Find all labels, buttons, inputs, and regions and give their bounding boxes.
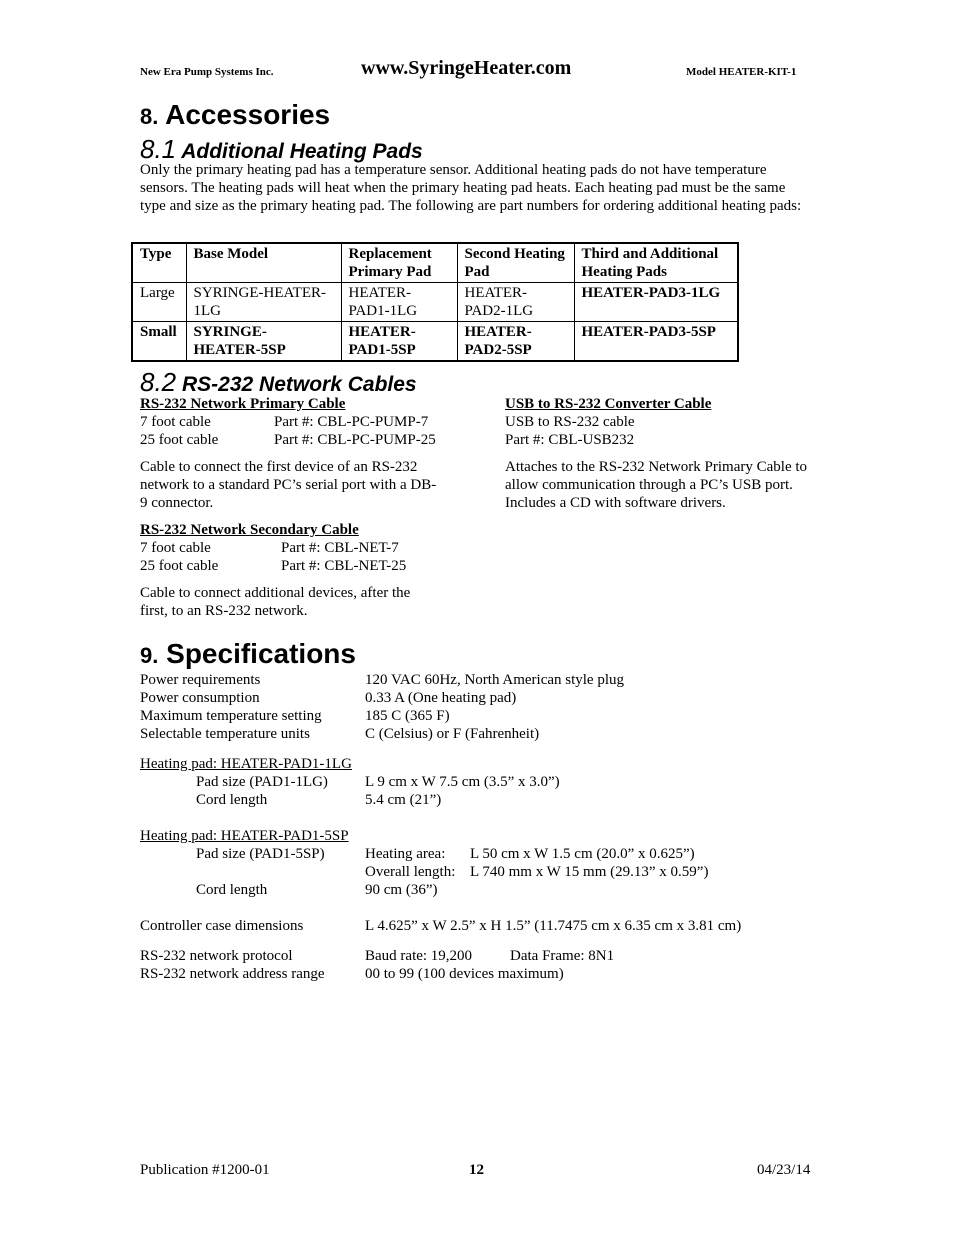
table-cell: SYRINGE-HEATER-1LG	[186, 283, 341, 322]
footer-date: 04/23/14	[757, 1162, 811, 1178]
table-header-cell: Base Model	[186, 243, 341, 283]
subsection-number: 8.1	[140, 134, 177, 164]
table-header-cell: Third and Additional Heating Pads	[574, 243, 738, 283]
spec-value: 0.33 A (One heating pad)	[365, 690, 517, 706]
table-cell: HEATER-PAD3-5SP	[574, 322, 738, 362]
table-cell: HEATER-PAD2-5SP	[457, 322, 574, 362]
spec-label: RS-232 network address range	[140, 966, 325, 982]
heating-pads-paragraph: Only the primary heating pad has a temperature sensor. Additional heating pads do not have temperature sensors. The heating pads will heat when the primary heating pad heats. Each heating pad must be the same type and size as the primary heating pad. The following are part numbers for ordering additional heating pads:	[140, 162, 802, 214]
spec-value: 00 to 99 (100 devices maximum)	[365, 966, 564, 982]
usb-cable-line: USB to RS-232 cable	[505, 414, 635, 430]
spec-label: Power requirements	[140, 672, 261, 688]
table-cell: HEATER-PAD3-1LG	[574, 283, 738, 322]
usb-cable-description: Attaches to the RS-232 Network Primary Cable to allow communication through a PC’s USB port. Includes a CD with software drivers.	[505, 459, 808, 511]
section-8-heading	[140, 99, 330, 131]
usb-cable-part-number: Part #: CBL-USB232	[505, 432, 635, 448]
cable-length-label: 7 foot cable	[140, 414, 211, 430]
heating-pads-table	[131, 242, 739, 362]
section-number: 9.	[140, 643, 159, 668]
cable-part-number: Part #: CBL-PC-PUMP-7	[274, 414, 429, 430]
table-header-cell: Second Heating Pad	[457, 243, 574, 283]
section-9-heading	[140, 638, 356, 670]
pad-5sp-heading: Heating pad: HEATER-PAD1-5SP	[140, 828, 349, 844]
header-company: New Era Pump Systems Inc.	[140, 66, 274, 78]
table-cell: SYRINGE-HEATER-5SP	[186, 322, 341, 362]
subsection-title: RS-232 Network Cables	[182, 373, 417, 396]
table-header-row	[132, 243, 738, 283]
spec-label: Maximum temperature setting	[140, 708, 322, 724]
spec-label: Power consumption	[140, 690, 260, 706]
header-model: Model HEATER-KIT-1	[686, 66, 797, 78]
spec-label: Pad size (PAD1-1LG)	[196, 774, 328, 790]
table-cell: HEATER-PAD1-1LG	[341, 283, 457, 322]
spec-value: L 740 mm x W 15 mm (29.13” x 0.59”)	[470, 864, 709, 880]
spec-value: L 9 cm x W 7.5 cm (3.5” x 3.0”)	[365, 774, 560, 790]
table-cell: Large	[132, 283, 186, 322]
spec-value: 120 VAC 60Hz, North American style plug	[365, 672, 625, 688]
table-cell: HEATER-PAD2-1LG	[457, 283, 574, 322]
section-title: Specifications	[166, 638, 356, 669]
spec-label: Cord length	[196, 882, 268, 898]
subsection-title: Additional Heating Pads	[181, 140, 423, 163]
secondary-cable-description: Cable to connect additional devices, after the first, to an RS-232 network.	[140, 585, 411, 619]
table-row	[132, 283, 738, 322]
spec-label: RS-232 network protocol	[140, 948, 293, 964]
section-8-2-heading	[140, 367, 417, 398]
table-header-cell: Replacement Primary Pad	[341, 243, 457, 283]
cable-length-label: 25 foot cable	[140, 432, 219, 448]
table-cell: Small	[132, 322, 186, 362]
subsection-number: 8.2	[140, 367, 177, 397]
footer-publication: Publication #1200-01	[140, 1162, 270, 1178]
usb-cable-heading: USB to RS-232 Converter Cable	[505, 396, 712, 412]
spec-sublabel: Overall length:	[365, 864, 456, 880]
cable-part-number: Part #: CBL-NET-7	[281, 540, 399, 556]
spec-value: 185 C (365 F)	[365, 708, 450, 724]
spec-label: Controller case dimensions	[140, 918, 304, 934]
section-title: Accessories	[165, 99, 331, 130]
spec-sublabel: Heating area:	[365, 846, 446, 862]
cable-part-number: Part #: CBL-PC-PUMP-25	[274, 432, 436, 448]
secondary-cable-heading: RS-232 Network Secondary Cable	[140, 522, 359, 538]
spec-label: Cord length	[196, 792, 268, 808]
cable-length-label: 7 foot cable	[140, 540, 211, 556]
spec-value: 90 cm (36”)	[365, 882, 438, 898]
spec-label: Selectable temperature units	[140, 726, 310, 742]
spec-value: 5.4 cm (21”)	[365, 792, 442, 808]
pad-1lg-heading: Heating pad: HEATER-PAD1-1LG	[140, 756, 352, 772]
spec-value: L 4.625” x W 2.5” x H 1.5” (11.7475 cm x 6.35 cm x 3.81 cm)	[365, 918, 742, 934]
table-cell: HEATER-PAD1-5SP	[341, 322, 457, 362]
spec-value: Data Frame: 8N1	[510, 948, 615, 964]
header-url: www.SyringeHeater.com	[361, 57, 572, 79]
cable-part-number: Part #: CBL-NET-25	[281, 558, 407, 574]
spec-label: Pad size (PAD1-5SP)	[196, 846, 325, 862]
section-number: 8.	[140, 104, 159, 129]
spec-value: Baud rate: 19,200	[365, 948, 473, 964]
page-number: 12	[469, 1162, 484, 1178]
cable-length-label: 25 foot cable	[140, 558, 219, 574]
spec-value: L 50 cm x W 1.5 cm (20.0” x 0.625”)	[470, 846, 695, 862]
primary-cable-description: Cable to connect the first device of an RS-232 network to a standard PC’s serial port with a DB-9 connector.	[140, 459, 437, 511]
spec-value: C (Celsius) or F (Fahrenheit)	[365, 726, 540, 742]
primary-cable-heading: RS-232 Network Primary Cable	[140, 396, 346, 412]
table-row	[132, 322, 738, 362]
table-header-cell: Type	[132, 243, 186, 283]
